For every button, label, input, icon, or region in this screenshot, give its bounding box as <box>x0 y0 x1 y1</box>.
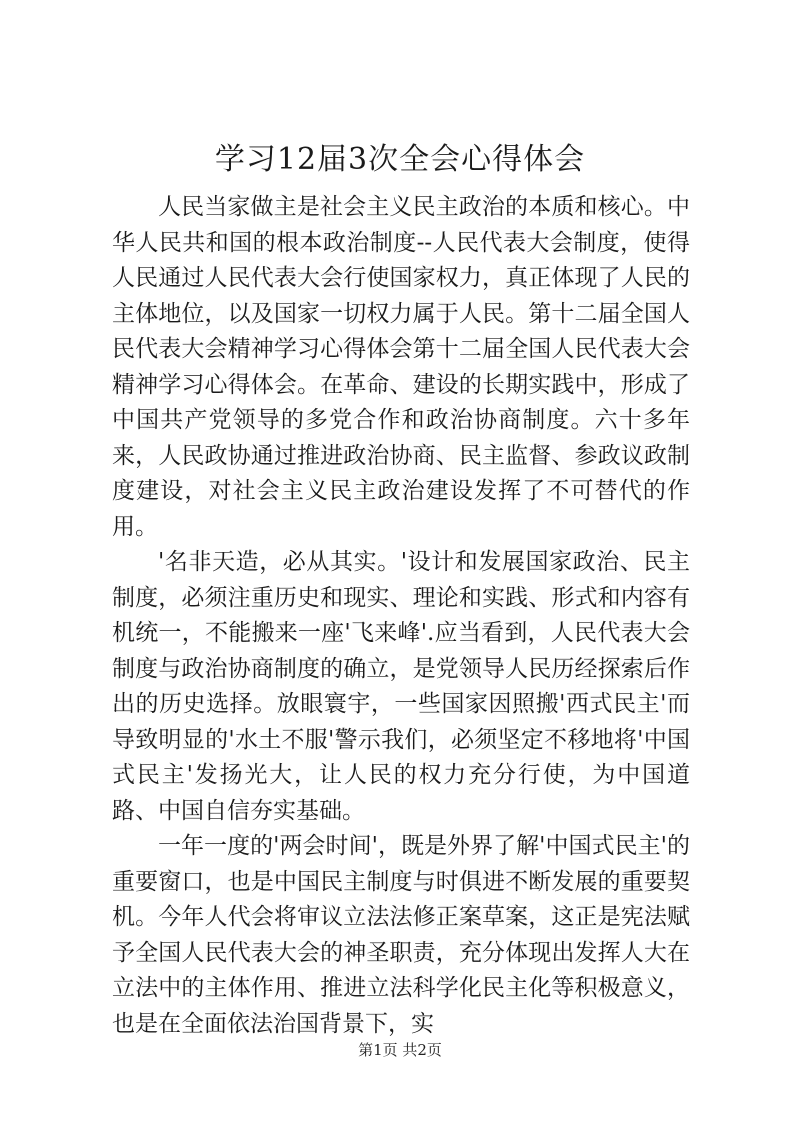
document-title: 学习12届3次全会心得体会 <box>214 142 586 177</box>
paragraph-3: 一年一度的'两会时间'，既是外界了解'中国式民主'的重要窗口，也是中国民主制度与时俱进不断发展的重要契机。今年人代会将审议立法法修正案草案，这正是宪法赋予全国人民代表大会的神圣职责，充分体现出发挥人大在立法中的主体作用、推进立法科学化民主化等积极意义，也是在全面依法治国背景下，实 <box>112 833 690 1037</box>
paragraph-1: 人民当家做主是社会主义民主政治的本质和核心。中华人民共和国的根本政治制度--人民代表大会制度，使得人民通过人民代表大会行使国家权力，真正体现了人民的主体地位，以及国家一切权力属于人民。第十二届全国人民代表大会精神学习心得体会第十二届全国人民代表大会精神学习心得体会。在革命、建设的长期实践中，形成了中国共产党领导的多党合作和政治协商制度。六十多年来，人民政协通过推进政治协商、民主监督、参政议政制度建设，对社会主义民主政治建设发挥了不可替代的作用。 <box>112 194 690 540</box>
document-body <box>112 190 690 1042</box>
page-number-footer: 第1页 共2页 <box>358 1041 442 1059</box>
paragraph-2: '名非天造，必从其实。'设计和发展国家政治、民主制度，必须注重历史和现实、理论和实践、形式和内容有机统一，不能搬来一座'飞来峰'.应当看到，人民代表大会制度与政治协商制度的确立，是党领导人民历经探索后作出的历史选择。放眼寰宇，一些国家因照搬'西式民主'而导致明显的'水土不服'警示我们，必须坚定不移地将'中国式民主'发扬光大，让人民的权力充分行使，为中国道路、中国自信夯实基础。 <box>112 549 690 824</box>
